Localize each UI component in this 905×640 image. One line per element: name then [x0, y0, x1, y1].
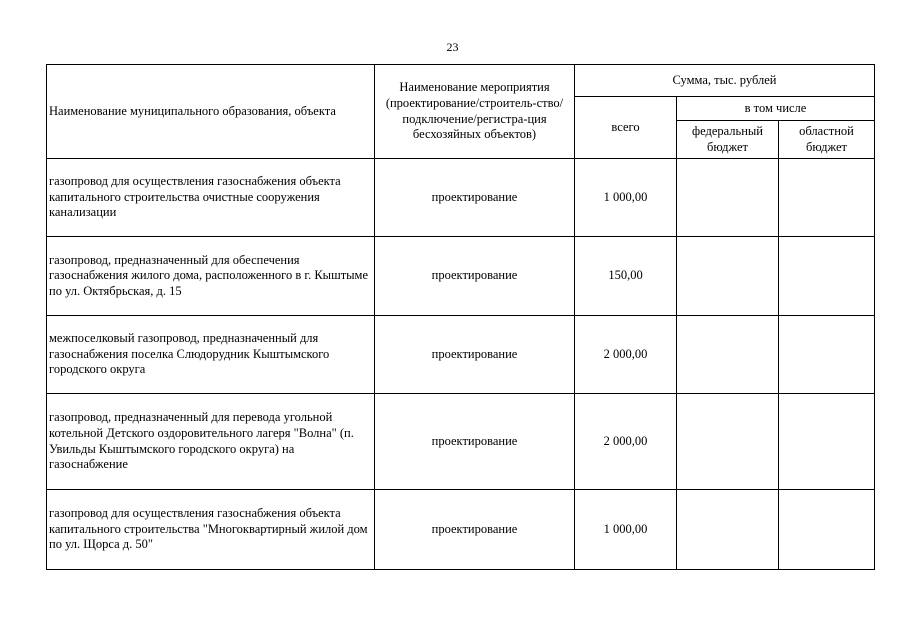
row-event: проектирование	[375, 159, 575, 237]
row-federal	[677, 394, 779, 490]
header-total: всего	[575, 97, 677, 159]
row-regional	[779, 316, 875, 394]
row-federal	[677, 237, 779, 316]
header-sum: Сумма, тыс. рублей	[575, 65, 875, 97]
row-name: газопровод, предназначенный для обеспечения газоснабжения жилого дома, расположенного в г. Кыштыме по ул. Октябрьская, д. 15	[47, 237, 375, 316]
row-total: 1 000,00	[575, 490, 677, 570]
row-total: 2 000,00	[575, 394, 677, 490]
header-regional: областной бюджет	[779, 121, 875, 159]
row-name: газопровод для осуществления газоснабжения объекта капитального строительства очистные сооружения канализации	[47, 159, 375, 237]
row-total: 2 000,00	[575, 316, 677, 394]
header-federal: федеральный бюджет	[677, 121, 779, 159]
row-federal	[677, 159, 779, 237]
table-row	[47, 490, 875, 570]
page-number: 23	[446, 40, 459, 54]
row-federal	[677, 316, 779, 394]
row-event: проектирование	[375, 394, 575, 490]
row-regional	[779, 237, 875, 316]
row-name: межпоселковый газопровод, предназначенный для газоснабжения поселка Слюдорудник Кыштымского городского округа	[47, 316, 375, 394]
row-regional	[779, 159, 875, 237]
row-name: газопровод, предназначенный для перевода угольной котельной Детского оздоровительного лагеря "Волна" (п. Увильды Кыштымского городского округа) на газоснабжение	[47, 394, 375, 490]
table-row	[47, 316, 875, 394]
row-regional	[779, 394, 875, 490]
row-federal	[677, 490, 779, 570]
row-total: 150,00	[575, 237, 677, 316]
row-name: газопровод для осуществления газоснабжения объекта капитального строительства "Многоквартирный жилой дом по ул. Щорса д. 50"	[47, 490, 375, 570]
header-including: в том числе	[677, 97, 875, 121]
row-regional	[779, 490, 875, 570]
row-event: проектирование	[375, 316, 575, 394]
funding-table	[46, 64, 875, 570]
row-event: проектирование	[375, 237, 575, 316]
row-total: 1 000,00	[575, 159, 677, 237]
table-row	[47, 159, 875, 237]
table-row	[47, 237, 875, 316]
header-name: Наименование муниципального образования, объекта	[47, 65, 375, 159]
row-event: проектирование	[375, 490, 575, 570]
header-event: Наименование мероприятия (проектирование/строитель-ство/подключение/регистра-ция бесхозяйных объектов)	[375, 65, 575, 159]
table-row	[47, 394, 875, 490]
